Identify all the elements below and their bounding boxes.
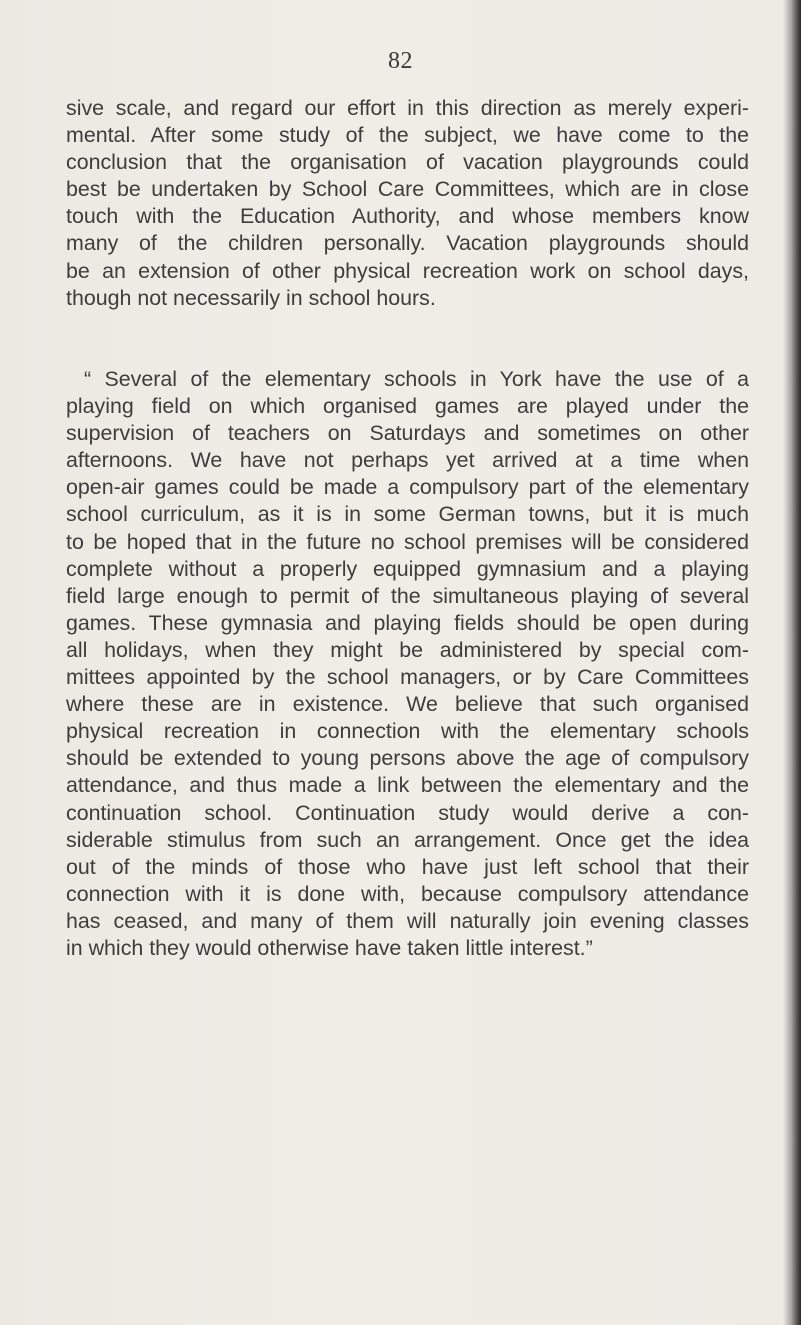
text-line: playing field on which organised games are played under the [66, 394, 749, 419]
text-line: best be undertaken by School Care Committees, which are in close [66, 177, 749, 202]
text-line: in which they would otherwise have taken little interest.” [66, 935, 593, 960]
text-line: open-air games could be made a compulsory part of the elementary [66, 475, 749, 500]
text-line: be an extension of other physical recreation work on school days, [66, 258, 749, 283]
text-line: physical recreation in connection with the elementary schools [66, 719, 749, 744]
paragraph-1 [66, 95, 749, 312]
text-line: complete without a properly equipped gymnasium and a playing [66, 556, 749, 581]
text-line: continuation school. Continuation study would derive a con- [66, 800, 749, 825]
page-edge-shadow [783, 0, 801, 1325]
text-line: has ceased, and many of them will naturally join evening classes [66, 908, 749, 933]
text-line: siderable stimulus from such an arrangement. Once get the idea [66, 827, 749, 852]
text-line: sive scale, and regard our effort in this direction as merely experi- [66, 96, 749, 120]
text-line: where these are in existence. We believe that such organised [66, 692, 749, 717]
page-number: 82 [388, 48, 413, 74]
text-line: conclusion that the organisation of vacation playgrounds could [66, 150, 749, 175]
text-line: attendance, and thus made a link between the elementary and the [66, 773, 749, 798]
text-line: supervision of teachers on Saturdays and sometimes on other [66, 421, 749, 446]
text-line: mittees appointed by the school managers, or by Care Committees [66, 665, 749, 690]
text-line: games. These gymnasia and playing fields should be open during [66, 610, 749, 635]
text-line: “ Several of the elementary schools in York have the use of a [84, 367, 749, 391]
text-line: out of the minds of those who have just left school that their [66, 854, 749, 879]
text-line: though not necessarily in school hours. [66, 285, 436, 310]
text-line: school curriculum, as it is in some German towns, but it is much [66, 502, 749, 527]
text-line: touch with the Education Authority, and whose members know [66, 204, 749, 229]
text-line: mental. After some study of the subject, we have come to the [66, 123, 749, 148]
text-line: should be extended to young persons above the age of compulsory [66, 746, 749, 771]
text-line: many of the children personally. Vacation playgrounds should [66, 231, 749, 256]
paragraph-2 [66, 366, 749, 962]
text-line: field large enough to permit of the simultaneous playing of several [66, 583, 749, 608]
text-line: to be hoped that in the future no school premises will be considered [66, 529, 749, 554]
text-line: all holidays, when they might be administered by special com- [66, 637, 749, 662]
text-line: connection with it is done with, because compulsory attendance [66, 881, 749, 906]
text-line: afternoons. We have not perhaps yet arrived at a time when [66, 448, 749, 473]
